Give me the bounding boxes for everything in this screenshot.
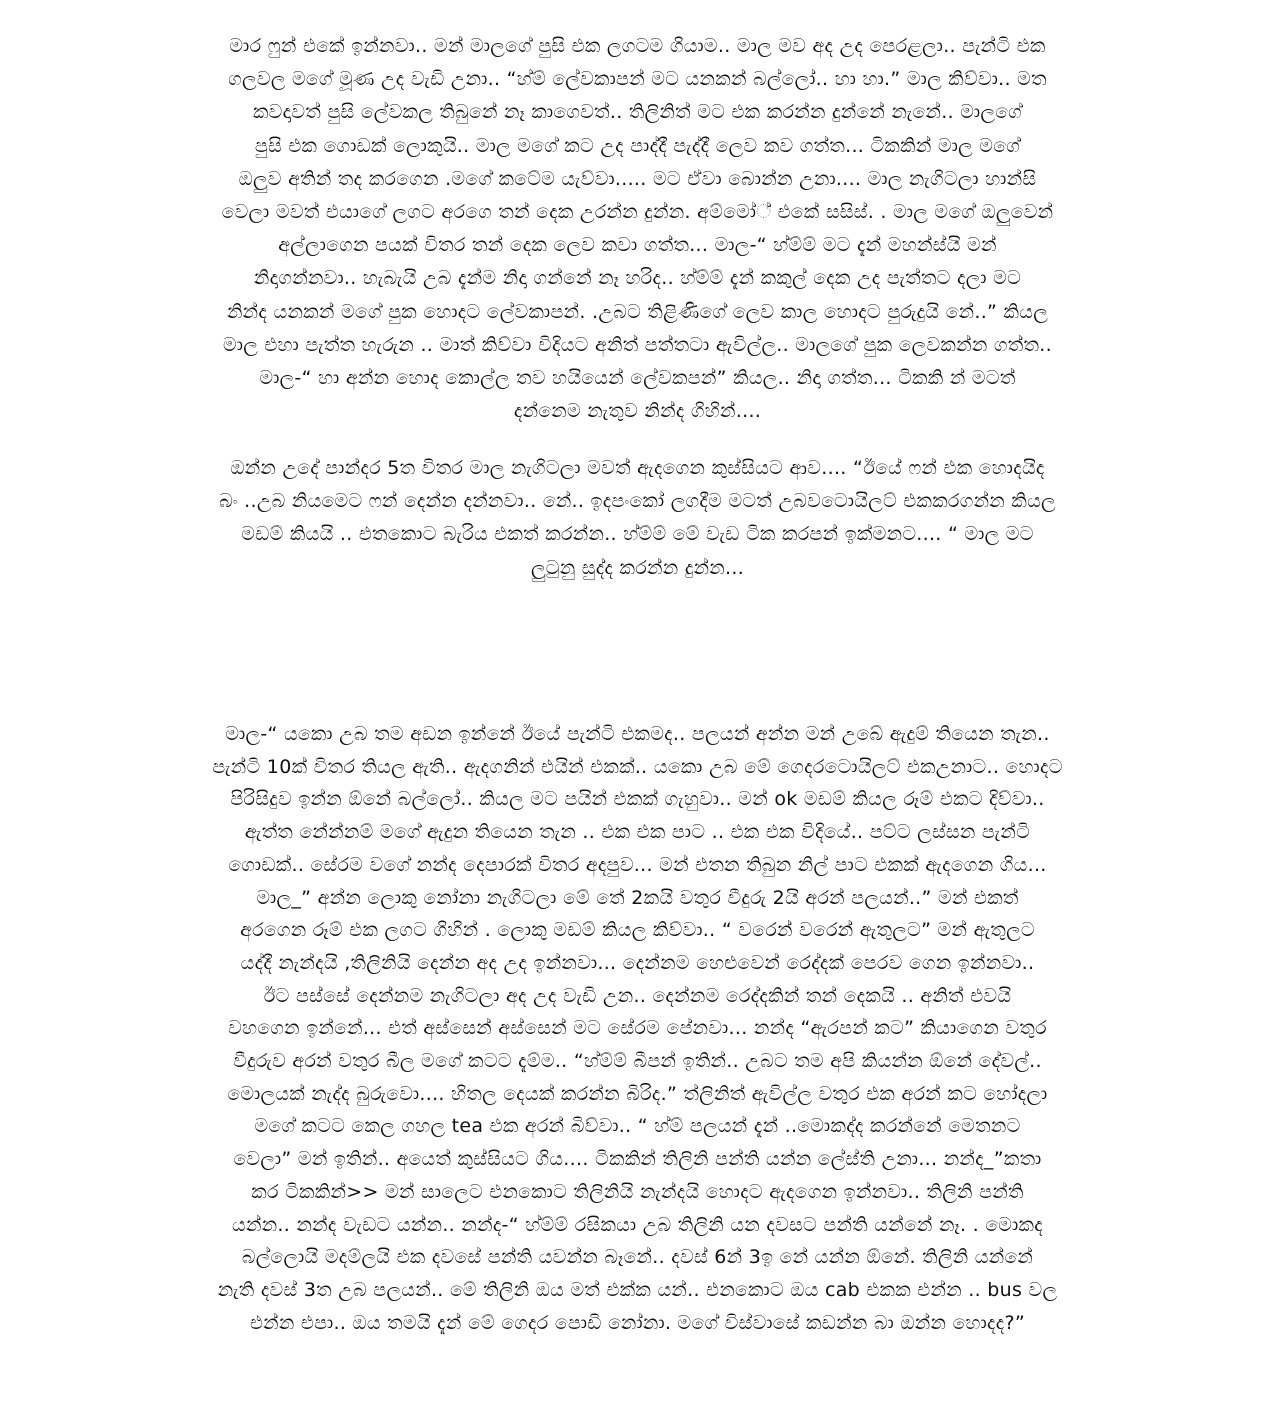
text-line: කර ටිකකින්>> මන් සාලෙට එනකොට තිලිනියි නැන්දයි හොදට ඇදගෙන ඉන්නවා.. තිලිනි පන්ති bbox=[251, 1180, 1024, 1203]
text-line: ඔන්න උදේ පාන්දර 5ත විතර මාල නැගිටලා මවත් ඇදගෙන කුස්සියට ආව.... “ඊයේ ෆන් එක හොදයිද bbox=[230, 457, 1045, 479]
story-paragraph-2 bbox=[145, 452, 1130, 585]
story-paragraph-3 bbox=[145, 718, 1130, 1339]
text-line: මාල-“ යකො උබ තම අඩන ඉන්නේ ඊයේ පැන්ටි එකමද.. පලයන් අන්න මන් උබේ ඇදුම් තියෙන තැන.. bbox=[225, 723, 1050, 745]
text-line: අල්ලාගෙන පයක් විතර තන් දෙක ලෙව කවා ගත්ත... මාල-“ හ්ම්ම් මට දැන් මහන්ස්යි මන් bbox=[278, 234, 997, 257]
text-line: මොලයක් නැද්ද බුරුවො.... හිතල දෙයක් කරන්න බිරිද.” ත්ලිනිත් ඇවිල්ල වතුර එක අරන් කට හෝදලා bbox=[227, 1082, 1048, 1105]
text-line: මාල_” අන්න ලොකු නෝනා නැගිටලා මේ තේ 2කයි වතුර වීදුරු 2යි අරන් පලයන්..” මන් එකත් bbox=[256, 886, 1019, 909]
text-line: මඩම් කියයි .. එතකොට බැරිය එකත් කරන්න.. හ්ම්ම් මේ වැඩ ටික කරපන් ඉක්මනට.... “ මාල මට bbox=[241, 523, 1034, 546]
text-line: වෙලා” මන් ඉතින්.. අයෙත් කුස්සියට ගිය.... ටිකකින් තිලිනි පන්ති යන්න ලේස්ති උනා... නන්ද_”කතා bbox=[233, 1148, 1042, 1171]
text-line: පුසි එක ගොඩක් ලොකුයි.. මාල මගේ කට උද පාද්දී පැද්දී ලෙව කව ගත්ත... ටිකකින් මාල මගේ bbox=[254, 134, 1021, 157]
text-line: කවදාවත් පුසි ලේවකල තිබුනේ නෑ කාගෙවත්.. තිලිනිත් මට එක කරන්න දුන්නේ නැනේ.. මාලගේ bbox=[252, 101, 1023, 124]
text-line: ඇත්ත නේන්නම් මගේ ඇදුන තියෙන තැන .. එක එක පාට .. එක එක විදියේ.. පට්ට ලස්සන පැන්ටි bbox=[244, 821, 1031, 844]
text-line: යන්න.. නන්ද වැඩට යන්න.. නන්ද-“ හ්ම්ම් රසිකයා උබ තිලිනි යන දවසට පන්ති යන්නේ නෑ. . මොකද bbox=[232, 1213, 1043, 1236]
text-line: අරගෙන රූම් එක ලගට ගිහින් . ලොකු මඩම් කියල කිව්වා.. “ වරෙන් වරෙන් ඇතුලට” මන් ඇතුලට bbox=[240, 919, 1035, 942]
text-line: ගොඩක්.. සේරම වගේ නන්ද දෙපාරක් විතර අදපුව... මන් එතන තිබුන නිල් පාට එකක් ඇදගෙන ගිය... bbox=[228, 853, 1047, 876]
text-line: යද්දී නැන්දයි ,තිලිනියි දෙන්න අද උද ඉන්නවා... දෙන්නම හෙළුවෙන් රෙද්දක් පෙරව ගෙන ඉන්නවා.. bbox=[240, 951, 1035, 974]
text-line: මගේ කටට කෙල ගහල tea එක අරන් බිව්වා.. “ හ්ම් පලයන් දැන් ..මොකද්ද කරන්නේ මෙතනට bbox=[254, 1115, 1021, 1138]
text-line: ගලවල මගේ මූණ උද වැඩි උනා.. “හ්ම් ලේවකාපන් මට යනකන් බල්ලෝ.. හා හා.” මාල කිව්වා.. මත bbox=[228, 68, 1047, 91]
text-line: වෙලා මවත් එයාගේ ලගට අරගෙ තන් දෙක උරන්න දුන්න. අම්මෝ් එකේ සසිස්. . මාල මගේ ඔලුවෙන් bbox=[221, 201, 1054, 224]
text-line: පැන්ටි 10ක් විතර තියල ඇති.. ඇදගනින් එයින් එකක්.. යකො උබ මේ ගෙදරටොයිලට් එකඋනාට.. හොදට bbox=[212, 755, 1063, 778]
text-line: නැති දවස් 3ත උබ පලයන්.. මේ තිලිනි ඔය මත් එක්ක යන්.. එනකොට ඔය cab එකක එන්න .. bus වල bbox=[217, 1278, 1058, 1301]
text-line: ඊට පස්සේ දෙන්නම නැගිටලා අද උද වැඩි උන.. දෙන්නම රෙද්දකින් තන් දෙකයි .. අනිත් එවයි bbox=[263, 984, 1012, 1007]
text-line: වීදුරුව අරන් වතුර බීල මගේ කටට දැම්ම.. “හ්ම්ම් බීපන් ඉතින්.. උබට තම අපි කියන්න ඕනේ දේවල්.. bbox=[233, 1050, 1042, 1073]
text-line: එන්න එපා.. ඔය තමයි දැන් මේ ගෙදර පොඩි නෝනා. මගේ විස්වාසේ කඩන්න බා ඔන්න හොදද?” bbox=[249, 1311, 1026, 1334]
text-line: පිරිසිදුව ඉන්න ඕනේ බල්ලෝ.. කියල මට පයින් එකක් ගැහුවා.. මන් ok මඩම් කියල රූම් එකට දිව්වා.. bbox=[230, 788, 1045, 811]
text-line: මාල-“ හා අන්න හොද කොල්ල තව හයියෙන් ලේවකපන්” කියල.. නිදා ගත්ත... ටිකකි න් මටත් bbox=[259, 367, 1016, 390]
text-line: ඔලුව අතින් තද කරගෙන .මගේ කටේම යැව්වා..... මට ඒවා බොන්න උනා.... මාල නැගිටලා හාන්සි bbox=[238, 167, 1037, 190]
story-paragraph-1 bbox=[145, 30, 1130, 428]
text-line: මාර ෆුන් එකේ ඉන්නවා.. මන් මාලගේ පුසි එක ලගටම ගියාම.. මාල මව අද උද පෙරළලා.. පැන්ටි එක bbox=[229, 35, 1046, 57]
text-line: දන්නෙම නැතුව නින්ද ගිහින්.... bbox=[513, 400, 762, 423]
text-line: ලුටුනු සුද්ද කරන්න දුන්න... bbox=[530, 556, 745, 579]
text-line: වහගෙන ඉන්නේ... එත් අස්සෙන් අස්සෙන් මට සේරම පේනවා... නන්ද “ඇරපන් කට” කියාගෙන වතුර bbox=[228, 1017, 1047, 1040]
text-line: නින්ද යනකන් මගේ පුක හොදට ලේවකාපන්. .උබට තිළිණිගේ ලෙව කාල හොදට පුරුදුයි නේ..” කියල bbox=[226, 300, 1049, 323]
text-line: නිදාගන්නවා.. හැබැයි උබ දැන්ම නිදා ගන්නේ නෑ හරිද.. හ්ම්ම් දැන් කකුල් දෙක උද පැත්තට දලා මට bbox=[253, 267, 1022, 290]
text-line: බල්ලොයි මදම්ලයි එක දවසේ පන්ති යවන්න බෑනේ.. දවස් 6න් 3ඉ නේ යන්න ඕනේ. තිලිනි යන්නේ bbox=[241, 1246, 1034, 1269]
text-line: මාල එහා පැත්ත හැරුන .. මාත් කිව්වා විදියට අනිත් පත්තටා ඇවිල්ල.. මාලගේ පුක ලෙවකන්න ගත්ත.. bbox=[223, 333, 1052, 356]
text-line: බං ..උබ නියමෙට ෆන් දෙන්න දන්නවා.. නේ.. ඉදපංකෝ ලගදීම මටත් උබවටොයිලට් එකකරගන්න කියල bbox=[219, 490, 1056, 513]
